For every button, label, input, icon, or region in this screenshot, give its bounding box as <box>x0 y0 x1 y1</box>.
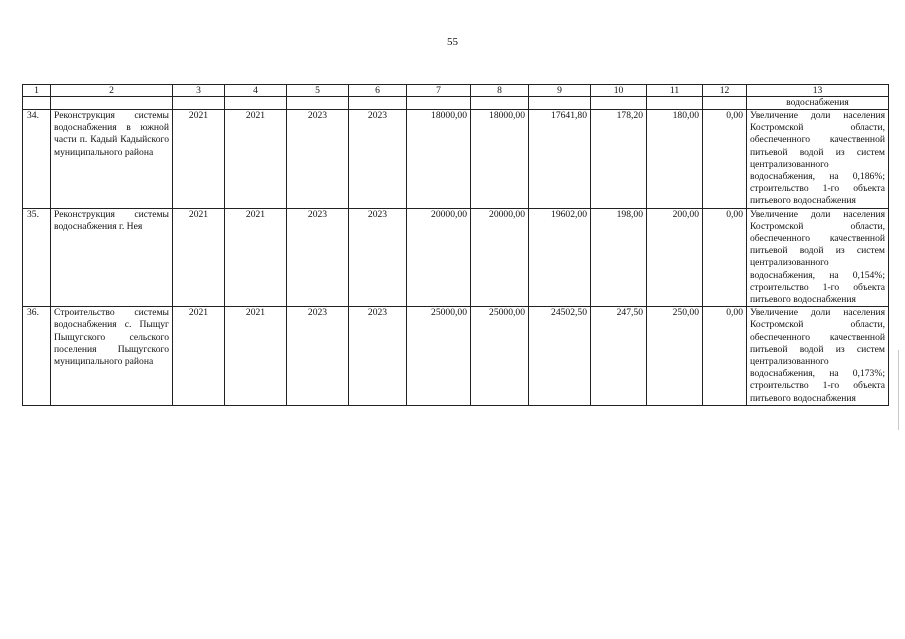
row-number: 34. <box>23 110 51 209</box>
cell-col12: 0,00 <box>703 208 747 307</box>
header-cell: 3 <box>173 85 225 97</box>
cell-col5: 2023 <box>287 110 349 209</box>
result-text: Увеличение доли населения Костромской области, обеспеченного качественной питьевой водой из систем централизованного водоснабжения, на 0,154%; строительство 1-го объекта питьевого водоснабжения <box>747 208 889 307</box>
continuation-text: водоснабжения <box>747 97 889 110</box>
table-row <box>23 307 889 406</box>
cell-col12: 0,00 <box>703 307 747 406</box>
header-cell: 4 <box>225 85 287 97</box>
table-row <box>23 110 889 209</box>
cell-col3: 2021 <box>173 208 225 307</box>
cell-col4: 2021 <box>225 208 287 307</box>
cell-col6: 2023 <box>349 307 407 406</box>
cell-col7: 20000,00 <box>407 208 471 307</box>
cell-col8: 25000,00 <box>471 307 529 406</box>
cell-col10: 198,00 <box>591 208 647 307</box>
continuation-row <box>23 97 889 110</box>
project-name: Реконструкция системы водоснабжения в южной части п. Кадый Кадыйского муниципального района <box>51 110 173 209</box>
header-cell: 2 <box>51 85 173 97</box>
row-number: 35. <box>23 208 51 307</box>
header-cell: 13 <box>747 85 889 97</box>
table-row <box>23 208 889 307</box>
cell-col5: 2023 <box>287 307 349 406</box>
cell-col9: 19602,00 <box>529 208 591 307</box>
cell-col8: 20000,00 <box>471 208 529 307</box>
cell-col9: 24502,50 <box>529 307 591 406</box>
header-cell: 12 <box>703 85 747 97</box>
project-name: Реконструкция системы водоснабжения г. Нея <box>51 208 173 307</box>
cell-col8: 18000,00 <box>471 110 529 209</box>
header-cell: 10 <box>591 85 647 97</box>
cell-col3: 2021 <box>173 307 225 406</box>
page-number: 55 <box>447 36 458 48</box>
cell-col4: 2021 <box>225 307 287 406</box>
cell-col7: 18000,00 <box>407 110 471 209</box>
cell-col11: 250,00 <box>647 307 703 406</box>
cell-col5: 2023 <box>287 208 349 307</box>
header-cell: 1 <box>23 85 51 97</box>
projects-table <box>22 84 889 406</box>
header-cell: 11 <box>647 85 703 97</box>
cell-col9: 17641,80 <box>529 110 591 209</box>
cell-col12: 0,00 <box>703 110 747 209</box>
header-cell: 8 <box>471 85 529 97</box>
header-cell: 9 <box>529 85 591 97</box>
cell-col10: 247,50 <box>591 307 647 406</box>
header-cell: 6 <box>349 85 407 97</box>
cell-col11: 180,00 <box>647 110 703 209</box>
cell-col11: 200,00 <box>647 208 703 307</box>
cell-col7: 25000,00 <box>407 307 471 406</box>
header-cell: 5 <box>287 85 349 97</box>
cell-col4: 2021 <box>225 110 287 209</box>
cell-col10: 178,20 <box>591 110 647 209</box>
cell-col6: 2023 <box>349 110 407 209</box>
header-cell: 7 <box>407 85 471 97</box>
cell-col3: 2021 <box>173 110 225 209</box>
row-number: 36. <box>23 307 51 406</box>
page-edge-shadow <box>898 350 899 430</box>
result-text: Увеличение доли населения Костромской области, обеспеченного качественной питьевой водой из систем централизованного водоснабжения, на 0,186%; строительство 1-го объекта питьевого водоснабжения <box>747 110 889 209</box>
project-name: Строительство системы водоснабжения с. Пыщуг Пыщугского сельского поселения Пыщугского муниципального района <box>51 307 173 406</box>
header-row <box>23 85 889 97</box>
cell-col6: 2023 <box>349 208 407 307</box>
result-text: Увеличение доли населения Костромской области, обеспеченного качественной питьевой водой из систем централизованного водоснабжения, на 0,173%; строительство 1-го объекта питьевого водоснабжения <box>747 307 889 406</box>
